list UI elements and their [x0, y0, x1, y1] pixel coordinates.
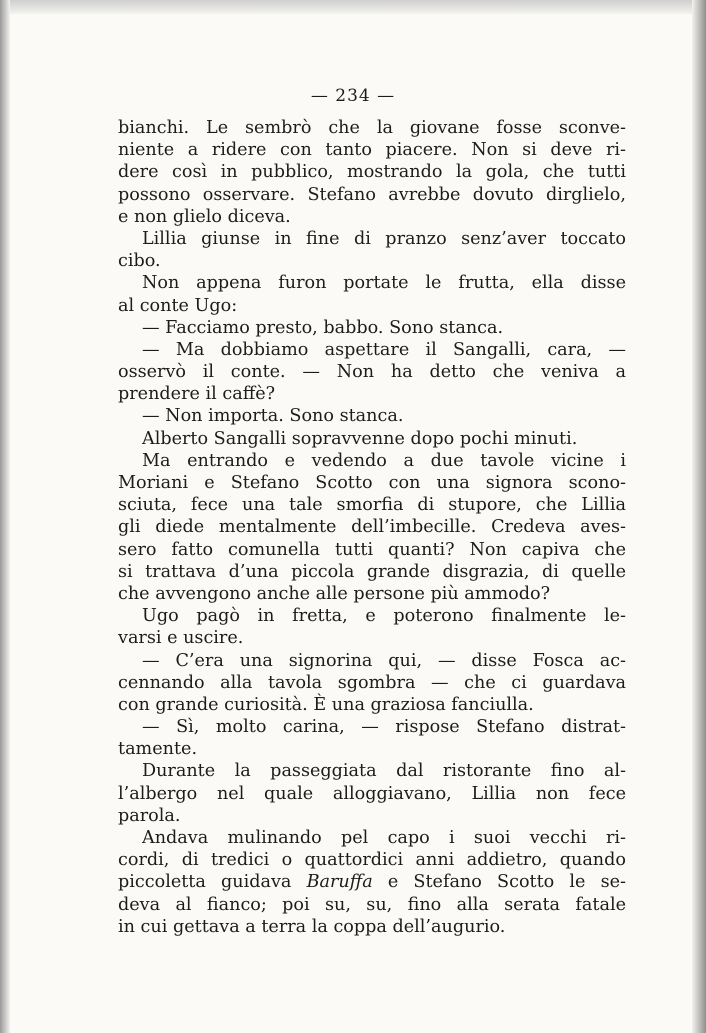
text-line: Non appena furon portate le frutta, ella disse: [142, 273, 626, 294]
text-line: Andava mulinando pel capo i suoi vecchi ri-: [142, 828, 626, 848]
text-line: Durante la passeggiata dal ristorante fino al-: [142, 761, 626, 782]
page-number: — 234 —: [310, 86, 396, 106]
text-line: in cui gettava a terra la coppa dell’augurio.: [118, 916, 506, 937]
text-line: osservò il conte. — Non ha detto che veniva a: [118, 362, 626, 383]
text-line: che avvengono anche alle persone più ammodo?: [118, 583, 551, 604]
text-line: cennando alla tavola sgombra — che ci guardava: [118, 672, 626, 693]
text-line: prendere il caffè?: [118, 384, 276, 405]
text-line: si trattava d’una piccola grande disgrazia, di quelle: [118, 561, 626, 582]
text-line: al conte Ugo:: [118, 295, 238, 316]
text-line: Lillia giunse in fine di pranzo senz’aver toccato: [142, 228, 626, 249]
text-line: — Sì, molto carina, — rispose Stefano distrat-: [142, 717, 626, 738]
page-top-edge: [0, 0, 706, 14]
text-line: — Ma dobbiamo aspettare il Sangalli, cara, —: [142, 339, 626, 360]
text-line: gli diede mentalmente dell’imbecille. Credeva aves-: [118, 517, 626, 538]
page-right-edge: [692, 0, 706, 1033]
text-line: varsi e uscire.: [118, 628, 244, 649]
text-line: Ma entrando e vedendo a due tavole vicine i: [142, 450, 626, 471]
text-line: niente a ridere con tanto piacere. Non si deve ri-: [118, 140, 626, 161]
text-line: — Facciamo presto, babbo. Sono stanca.: [142, 317, 504, 338]
text-line: tamente.: [118, 739, 198, 760]
text-line: Alberto Sangalli sopravvenne dopo pochi minuti.: [142, 428, 578, 449]
text-line: possono osservare. Stefano avrebbe dovuto dirglielo,: [118, 184, 626, 205]
text-line: cordi, di tredici o quattordici anni addietro, quando: [118, 850, 626, 871]
text-line: l’albergo nel quale alloggiavano, Lillia non fece: [118, 783, 626, 804]
text-line: sero fatto comunella tutti quanti? Non capiva che: [118, 539, 626, 560]
text-line: bianchi. Le sembrò che la giovane fosse sconve-: [118, 118, 626, 138]
italic-word: Baruffa: [306, 872, 373, 893]
text-line: Ugo pagò in fretta, e poterono finalmente le-: [142, 606, 626, 627]
body-text: [118, 117, 626, 938]
text-line: cibo.: [118, 251, 161, 272]
text-line: piccoletta guidava Baruffa e Stefano Scotto le se-: [118, 872, 626, 893]
text-line: deva al fianco; poi su, su, fino alla serata fatale: [118, 894, 626, 915]
text-line: — Non importa. Sono stanca.: [142, 406, 404, 427]
page-left-edge: [0, 0, 10, 1033]
text-line: e non glielo diceva.: [118, 206, 291, 227]
text-line: con grande curiosità. È una graziosa fanciulla.: [118, 694, 534, 715]
text-line: parola.: [118, 805, 181, 826]
text-line: dere così in pubblico, mostrando la gola, che tutti: [118, 162, 626, 183]
text-line: sciuta, fece una tale smorfia di stupore, che Lillia: [118, 495, 626, 516]
text-line: — C’era una signorina qui, — disse Fosca ac-: [142, 650, 626, 671]
text-line: Moriani e Stefano Scotto con una signora scono-: [118, 473, 626, 493]
